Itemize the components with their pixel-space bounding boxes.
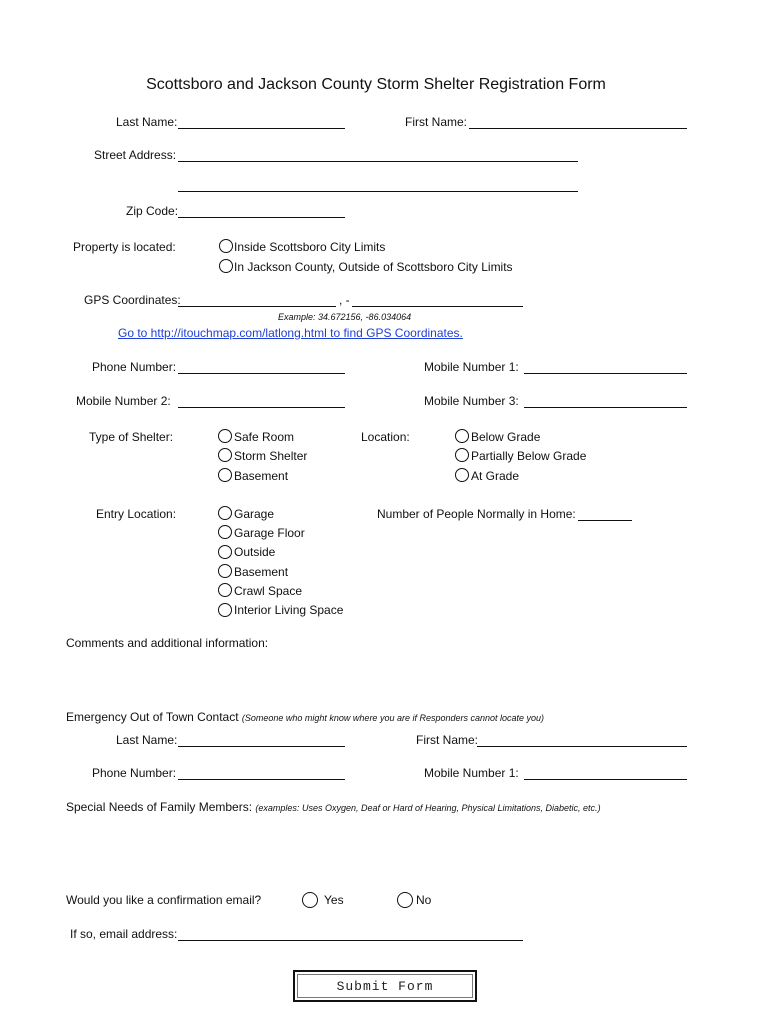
emergency-phone-field[interactable] [178,779,345,780]
radio-shelter-basement[interactable] [218,468,232,482]
comments-label: Comments and additional information: [66,636,269,650]
entry-location-label: Entry Location: [96,507,177,521]
emergency-note: (Someone who might know where you are if Responders cannot locate you) [241,713,545,723]
radio-partially-below-grade[interactable] [455,448,469,462]
option-entry-outside: Outside [234,545,276,559]
emergency-mobile1-field[interactable] [524,779,687,780]
gps-example: Example: 34.672156, -86.034064 [278,312,412,322]
zip-code-field[interactable] [178,217,345,218]
confirm-email-label: Would you like a confirmation email? [66,893,262,907]
emergency-phone-label: Phone Number: [92,766,177,780]
radio-inside-city[interactable] [219,239,233,253]
radio-jackson-county[interactable] [219,259,233,273]
emergency-first-name-field[interactable] [477,746,687,747]
emergency-last-name-field[interactable] [178,746,345,747]
radio-below-grade[interactable] [455,429,469,443]
emergency-first-name-label: First Name: [416,733,479,747]
location-label: Location: [361,430,410,444]
special-needs-label: Special Needs of Family Members: [66,800,253,814]
radio-entry-garage[interactable] [218,506,232,520]
submit-form-button[interactable] [293,970,477,1002]
mobile2-field[interactable] [178,407,345,408]
comments-field[interactable] [66,654,686,704]
mobile3-label: Mobile Number 3: [424,394,519,408]
zip-code-label: Zip Code: [126,204,179,218]
street-address-field[interactable] [178,161,578,162]
page-title: Scottsboro and Jackson County Storm Shelter Registration Form [146,76,606,93]
gps-separator: , - [339,293,350,307]
emergency-last-name-label: Last Name: [116,733,178,747]
property-located-label: Property is located: [73,240,176,254]
radio-entry-interior[interactable] [218,603,232,617]
radio-entry-crawl-space[interactable] [218,583,232,597]
option-confirm-yes: Yes [324,893,344,907]
radio-confirm-no[interactable] [397,892,413,908]
radio-safe-room[interactable] [218,429,232,443]
emergency-contact-heading [66,710,544,724]
option-inside-city: Inside Scottsboro City Limits [234,240,386,254]
option-below-grade: Below Grade [471,430,541,444]
submit-form-label: Submit Form [297,974,473,998]
phone-label: Phone Number: [92,360,177,374]
phone-field[interactable] [178,373,345,374]
gps-longitude-field[interactable] [352,306,523,307]
street-address-label: Street Address: [94,148,177,162]
option-entry-interior: Interior Living Space [234,603,344,617]
option-entry-garage: Garage [234,507,275,521]
option-entry-basement: Basement [234,565,289,579]
radio-at-grade[interactable] [455,468,469,482]
radio-entry-basement[interactable] [218,564,232,578]
people-count-label: Number of People Normally in Home: [377,507,576,521]
mobile1-label: Mobile Number 1: [424,360,519,374]
mobile3-field[interactable] [524,407,687,408]
first-name-field[interactable] [469,128,687,129]
option-shelter-basement: Basement [234,469,289,483]
email-address-label: If so, email address: [70,927,178,941]
radio-storm-shelter[interactable] [218,448,232,462]
mobile1-field[interactable] [524,373,687,374]
shelter-type-label: Type of Shelter: [89,430,174,444]
radio-confirm-yes[interactable] [302,892,318,908]
option-storm-shelter: Storm Shelter [234,449,308,463]
special-needs-heading [66,800,601,814]
option-confirm-no: No [416,893,432,907]
first-name-label: First Name: [405,115,468,129]
option-entry-garage-floor: Garage Floor [234,526,305,540]
gps-link[interactable]: Go to http://itouchmap.com/latlong.html to find GPS Coordinates. [118,326,463,340]
radio-entry-outside[interactable] [218,545,232,559]
option-entry-crawl-space: Crawl Space [234,584,303,598]
special-needs-field[interactable] [66,818,686,878]
last-name-label: Last Name: [116,115,178,129]
emergency-label: Emergency Out of Town Contact [66,710,239,724]
special-needs-note: (examples: Uses Oxygen, Deaf or Hard of Hearing, Physical Limitations, Diabetic, etc.) [255,803,601,813]
option-safe-room: Safe Room [234,430,295,444]
emergency-mobile1-label: Mobile Number 1: [424,766,519,780]
option-jackson-county: In Jackson County, Outside of Scottsboro City Limits [234,260,513,274]
mobile2-label: Mobile Number 2: [76,394,171,408]
email-address-field[interactable] [178,940,523,941]
radio-entry-garage-floor[interactable] [218,525,232,539]
last-name-field[interactable] [178,128,345,129]
street-address-field-2[interactable] [178,191,578,192]
gps-latitude-field[interactable] [178,306,336,307]
people-count-field[interactable] [578,520,632,521]
option-partially-below-grade: Partially Below Grade [471,449,587,463]
option-at-grade: At Grade [471,469,520,483]
gps-label: GPS Coordinates: [84,293,181,307]
